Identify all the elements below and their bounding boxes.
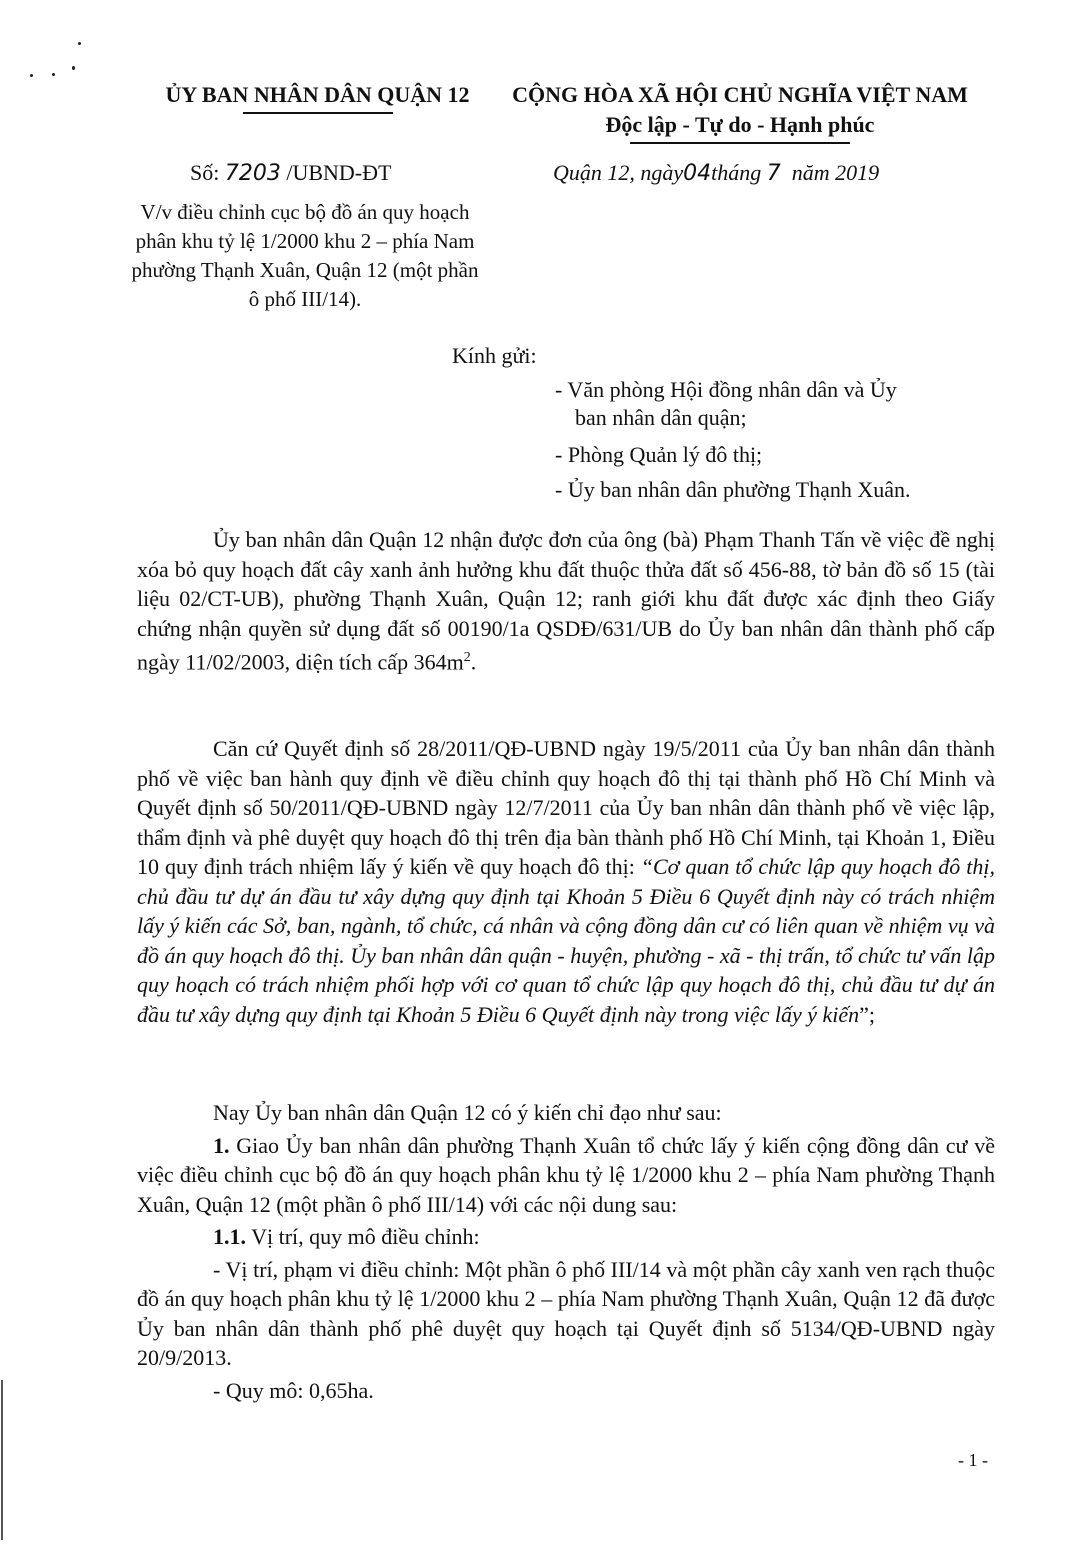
scan-speck bbox=[72, 66, 75, 70]
scan-edge-line bbox=[1, 1380, 3, 1540]
recipient-item: - Phòng Quản lý đô thị; bbox=[555, 442, 763, 467]
paragraph-request bbox=[137, 525, 995, 677]
scan-speck bbox=[30, 74, 33, 77]
document-body bbox=[137, 525, 995, 677]
paragraph-item-1 bbox=[137, 1131, 995, 1220]
date-month-word: tháng bbox=[711, 160, 767, 185]
paragraph-location: - Vị trí, phạm vi điều chỉnh: Một phần ô phố III/14 và một phần cây xanh ven rạch thuộc đồ án quy hoạch phân khu tỷ lệ 1/2000 khu 2 – phía Nam phường Thạnh Xuân, Quận 12 đã được Ủy ban nhân dân thành phố phê duyệt quy hoạch tại Quyết định số 5134/QĐ-UBND ngày 20/9/2013. bbox=[137, 1256, 995, 1370]
recipient-1-line-2: ban nhân dân quận; bbox=[575, 405, 747, 430]
motto-underline bbox=[630, 142, 850, 144]
number-prefix: Số: bbox=[190, 160, 225, 185]
national-title-block bbox=[480, 80, 1000, 144]
country-name: CỘNG HÒA XÃ HỘI CHỦ NGHĨA VIỆT NAM bbox=[512, 82, 968, 107]
document-subject: V/v điều chỉnh cục bộ đồ án quy hoạch phân khu tỷ lệ 1/2000 khu 2 – phía Nam phường Thạnh Xuân, Quận 12 (một phần ô phố III/14). bbox=[131, 200, 479, 311]
issuing-authority: ỦY BAN NHÂN DÂN QUẬN 12 bbox=[165, 82, 470, 107]
handwritten-month: 7 bbox=[766, 161, 781, 186]
date-prefix: Quận 12, ngày bbox=[553, 160, 684, 185]
number-suffix: /UBND-ĐT bbox=[280, 160, 392, 185]
issuing-authority-block bbox=[120, 80, 515, 114]
authority-underline bbox=[243, 112, 393, 114]
handwritten-day: 04 bbox=[683, 161, 712, 186]
scan-speck bbox=[78, 42, 81, 45]
document-body-directives bbox=[137, 1098, 995, 1405]
item-text: Vị trí, quy mô điều chỉnh: bbox=[246, 1224, 480, 1249]
recipient-item: - Ủy ban nhân dân phường Thạnh Xuân. bbox=[555, 477, 911, 502]
handwritten-number: 7203 bbox=[224, 161, 281, 186]
document-body-legal-basis bbox=[137, 734, 995, 1029]
item-number: 1.1. bbox=[213, 1224, 246, 1249]
paragraph-item-1-1 bbox=[137, 1222, 995, 1252]
item-text: Giao Ủy ban nhân dân phường Thạnh Xuân tổ chức lấy ý kiến cộng đồng dân cư về việc điều chỉnh cục bộ đồ án quy hoạch phân khu tỷ lệ 1/2000 khu 2 – phía Nam phường Thạnh Xuân, Quận 12 (một phần ô phố III/14) với các nội dung sau: bbox=[137, 1132, 995, 1217]
scan-speck bbox=[52, 73, 55, 76]
paragraph-end: ”; bbox=[859, 1001, 876, 1027]
page-number: - 1 - bbox=[958, 1450, 988, 1470]
paragraph-end: . bbox=[470, 649, 477, 675]
superscript: 2 bbox=[463, 650, 471, 665]
recipient-1-line-1: - Văn phòng Hội đồng nhân dân và Ủy bbox=[555, 377, 897, 402]
paragraph-legal-basis bbox=[137, 734, 995, 1029]
recipients-label: Kính gửi: bbox=[452, 343, 537, 368]
paragraph-directive-intro: Nay Ủy ban nhân dân Quận 12 có ý kiến chỉ đạo như sau: bbox=[213, 1100, 722, 1125]
document-date bbox=[553, 160, 879, 186]
quoted-regulation: “Cơ quan tổ chức lập quy hoạch đô thị, chủ đầu tư dự án đầu tư xây dựng quy định tại Khoản 5 Điều 6 Quyết định này có trách nhiệm lấy ý kiến các Sở, ban, ngành, tổ chức, cá nhân và cộng đồng dân cư có liên quan về nhiệm vụ và đồ án quy hoạch đô thị. Ủy ban nhân dân quận - huyện, phường - xã - thị trấn, tổ chức tư vấn lập quy hoạch có trách nhiệm phối hợp với cơ quan tổ chức lập quy hoạch đô thị, chủ đầu tư dự án đầu tư xây dựng quy định tại Khoản 5 Điều 6 Quyết định này trong việc lấy ý kiến bbox=[137, 854, 995, 1027]
paragraph-scale: - Quy mô: 0,65ha. bbox=[213, 1377, 374, 1403]
document-number bbox=[190, 160, 391, 186]
recipient-item bbox=[555, 376, 990, 432]
date-year: năm 2019 bbox=[780, 160, 880, 185]
item-number: 1. bbox=[213, 1132, 230, 1158]
paragraph-text: Căn cứ Quyết định số 28/2011/QĐ-UBND ngày 19/5/2011 của Ủy ban nhân dân thành phố về việc ban hành quy định về điều chỉnh quy hoạch đô thị tại thành phố Hồ Chí Minh và Quyết định số 50/2011/QĐ-UBND ngày 12/7/2011 của Ủy ban nhân dân thành phố về việc lập, thẩm định và phê duyệt quy hoạch đô thị trên địa bàn thành phố Hồ Chí Minh, tại Khoản 1, Điều 10 quy định trách nhiệm lấy ý kiến về quy hoạch đô thị: bbox=[137, 736, 995, 879]
paragraph-text: Ủy ban nhân dân Quận 12 nhận được đơn của ông (bà) Phạm Thanh Tấn về việc đề nghị xóa bỏ quy hoạch đất cây xanh ảnh hưởng khu đất thuộc thửa đất số 456-88, tờ bản đồ số 15 (tài liệu 02/CT-UB), phường Thạnh Xuân, Quận 12; ranh giới khu đất được xác định theo Giấy chứng nhận quyền sử dụng đất số 00190/1a QSDĐ/631/UB do Ủy ban nhân dân thành phố cấp ngày 11/02/2003, diện tích cấp 364m bbox=[137, 527, 995, 675]
national-motto: Độc lập - Tự do - Hạnh phúc bbox=[605, 112, 875, 137]
